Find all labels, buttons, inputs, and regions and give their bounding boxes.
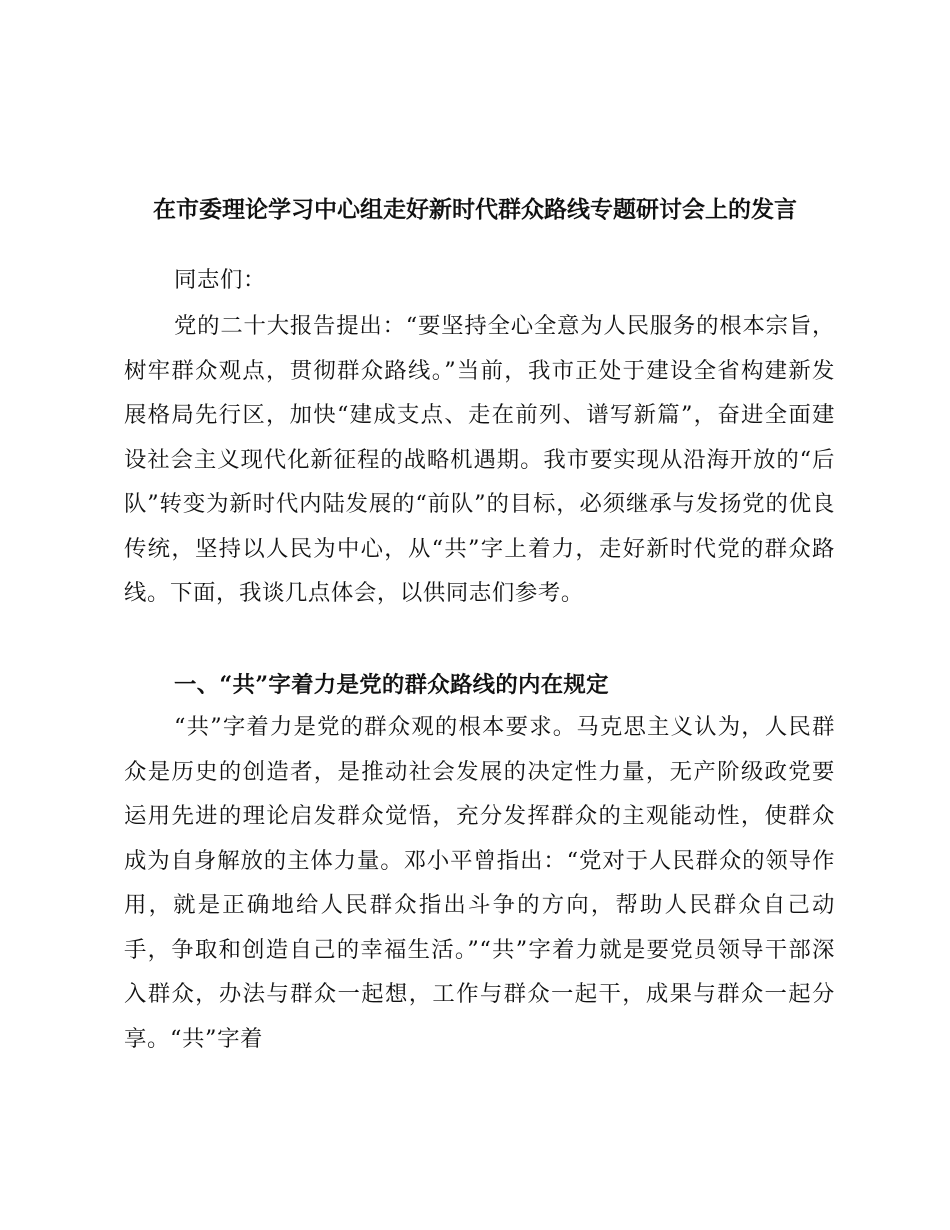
document-title: 在市委理论学习中心组走好新时代群众路线专题研讨会上的发言: [153, 196, 797, 223]
paragraph-introduction: 党的二十大报告提出：“要坚持全心全意为人民服务的根本宗旨，树牢群众观点，贯彻群众路线。”当前，我市正处于建设全省构建新发展格局先行区，加快“建成支点、走在前列、谱写新篇”，奋进全面建设社会主义现代化新征程的战略机遇期。我市要实现从沿海开放的“后队”转变为新时代内陆发展的“前队”的目标，必须继承与发扬党的优良传统，坚持以人民为中心，从“共”字上着力，走好新时代党的群众路线。下面，我谈几点体会，以供同志们参考。: [124, 313, 835, 606]
section-heading-1: 一、“共”字着力是党的群众路线的内在规定: [174, 672, 609, 698]
paragraph-section-1: “共”字着力是党的群众观的根本要求。马克思主义认为，人民群众是历史的创造者，是推动社会发展的决定性力量，无产阶级政党要运用先进的理论启发群众觉悟，充分发挥群众的主观能动性，使群众成为自身解放的主体力量。邓小平曾指出：“党对于人民群众的领导作用，就是正确地给人民群众指出斗争的方向，帮助人民群众自己动手，争取和创造自己的幸福生活。”“共”字着力就是要党员领导干部深入群众，办法与群众一起想，工作与群众一起干，成果与群众一起分享。“共”字着: [124, 714, 835, 1052]
salutation: 同志们：: [174, 267, 266, 293]
